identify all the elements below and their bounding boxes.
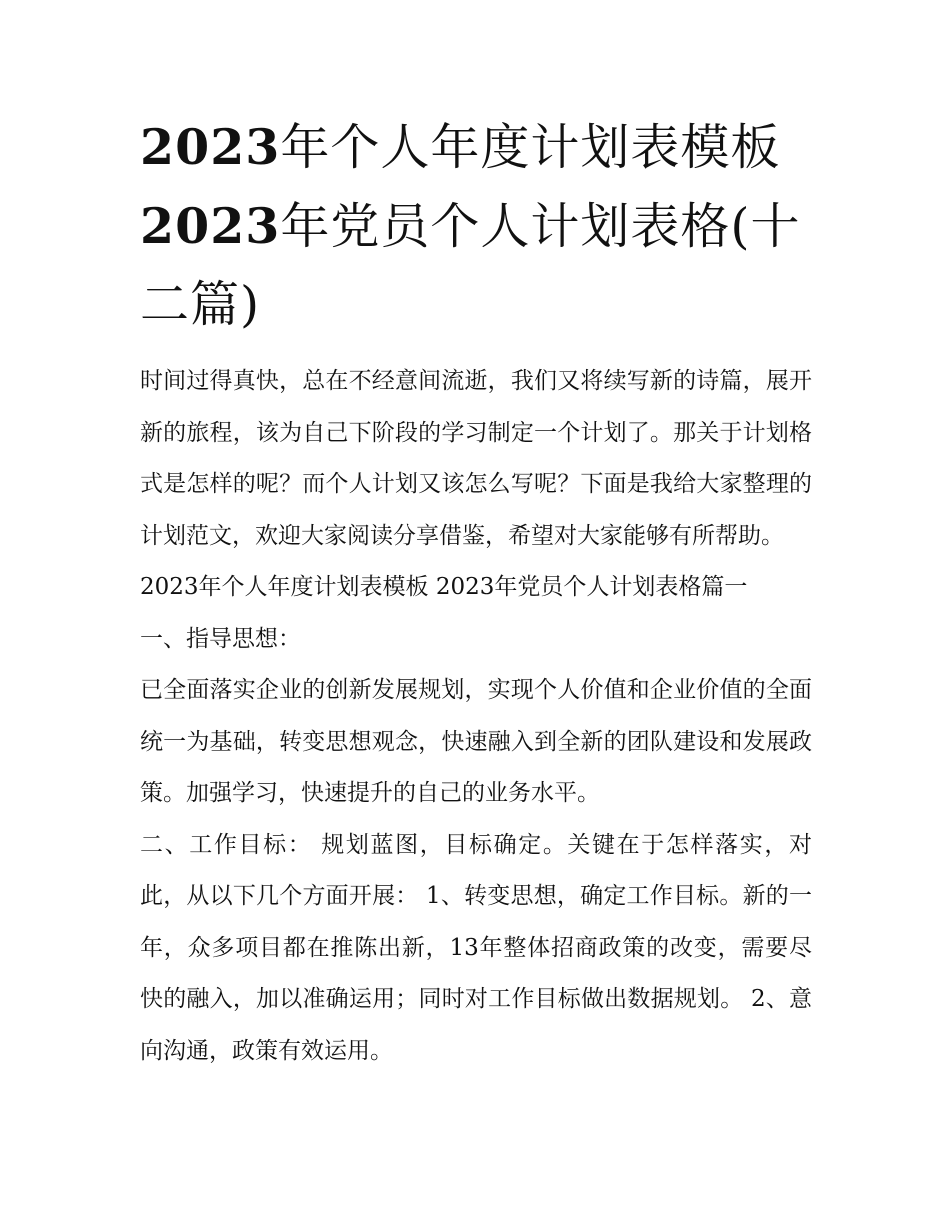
title-text-2: 年党员个人计划表格(十二篇) <box>140 198 801 333</box>
document-body <box>140 356 812 1077</box>
section-heading: 2023年个人年度计划表模板 2023年党员个人计划表格篇一 <box>140 574 748 600</box>
title-text-1: 年个人年度计划表模板 <box>280 119 781 176</box>
document-page <box>140 108 812 1077</box>
work-goals-paragraph: 二、工作目标： 规划蓝图，目标确定。关键在于怎样落实，对此，从以下几个方面开展： 1、转变思想，确定工作目标。新的一年，众多项目都在推陈出新，13年整体招商政策的改变，需要尽快的融入，加以准确运用；同时对工作目标做出数据规划。 2、意向沟通，政策有效运用。 <box>140 831 812 1064</box>
guiding-ideology-paragraph: 已全面落实企业的创新发展规划，实现个人价值和企业价值的全面统一为基础，转变思想观念，快速融入到全新的团队建设和发展政策。加强学习，快速提升的自己的业务水平。 <box>140 677 812 806</box>
title-year-1: 2023 <box>140 118 281 176</box>
intro-paragraph: 时间过得真快，总在不经意间流逝，我们又将续写新的诗篇，展开新的旅程，该为自己下阶段的学习制定一个计划了。那关于计划格式是怎样的呢？而个人计划又该怎么写呢？下面是我给大家整理的计划范文，欢迎大家阅读分享借鉴，希望对大家能够有所帮助。 <box>140 368 812 549</box>
document-title <box>140 108 812 344</box>
guiding-ideology-heading: 一、指导思想： <box>140 625 301 652</box>
title-year-2: 2023 <box>140 197 281 255</box>
